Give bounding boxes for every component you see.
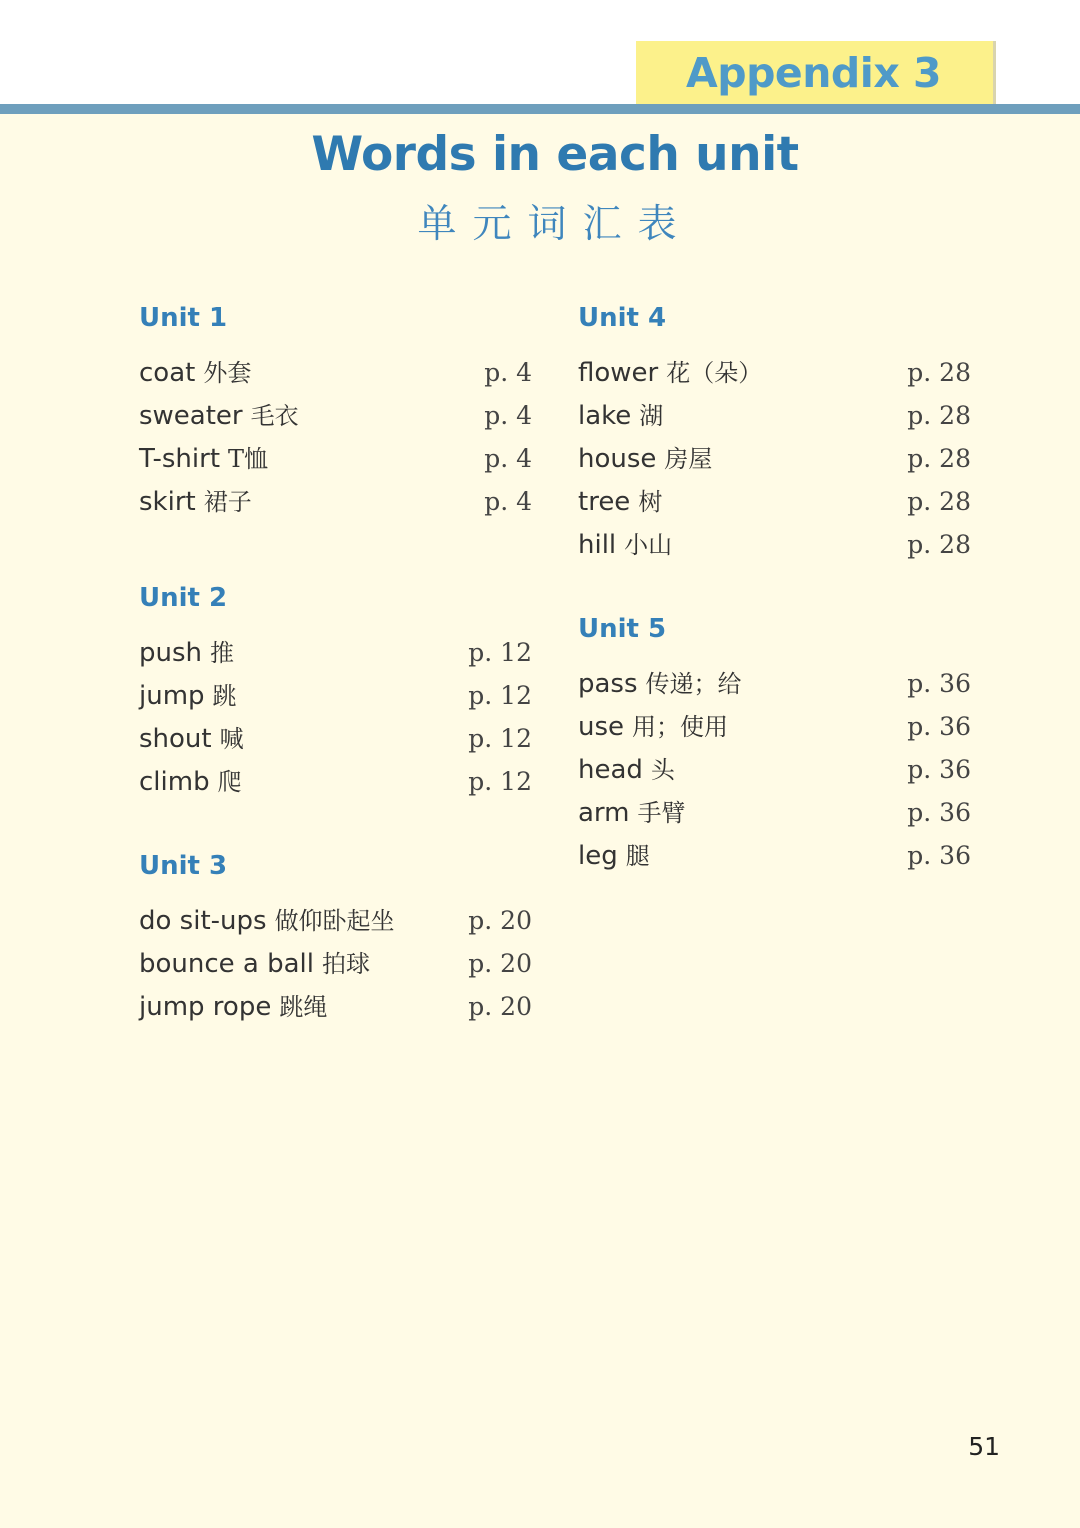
page-ref: p. 12	[468, 724, 532, 753]
word-zh: 毛衣	[250, 402, 299, 430]
vocab-row	[578, 484, 971, 520]
word-en: T-shirt T恤	[139, 444, 269, 474]
word-en: pass 传递；给	[578, 669, 742, 699]
page-ref: p. 4	[484, 444, 532, 473]
word-en: flower 花（朵）	[578, 358, 763, 388]
page-ref: p. 12	[468, 681, 532, 710]
unit-3-heading: Unit 3	[139, 851, 228, 881]
word-zh: 花（朵）	[666, 359, 763, 387]
vocab-row	[578, 709, 971, 745]
word-en: coat 外套	[139, 358, 252, 388]
word-en: sweater 毛衣	[139, 401, 299, 431]
vocab-row	[139, 903, 532, 939]
word-zh: T恤	[228, 445, 269, 473]
page-title: Words in each unit	[311, 127, 799, 182]
page-ref: p. 28	[907, 358, 971, 387]
page-ref: p. 28	[907, 530, 971, 559]
word-en: jump rope 跳绳	[139, 992, 328, 1022]
word-en: push 推	[139, 638, 235, 668]
page-ref: p. 20	[468, 906, 532, 935]
page-ref: p. 12	[468, 767, 532, 796]
vocab-row	[139, 484, 532, 520]
word-zh: 传递；给	[645, 670, 742, 698]
word-en: jump 跳	[139, 681, 237, 711]
vocab-row	[578, 795, 971, 831]
word-en: house 房屋	[578, 444, 713, 474]
page-ref: p. 36	[907, 712, 971, 741]
word-zh: 腿	[625, 842, 650, 870]
word-zh: 外套	[203, 359, 252, 387]
word-zh: 跳	[212, 682, 237, 710]
word-en: head 头	[578, 755, 675, 785]
page-ref: p. 28	[907, 444, 971, 473]
vocab-row	[139, 946, 532, 982]
page-ref: p. 28	[907, 487, 971, 516]
word-zh: 小山	[624, 531, 673, 559]
page-ref: p. 36	[907, 669, 971, 698]
page-subtitle: 单元词汇表	[417, 202, 693, 247]
word-zh: 喊	[219, 725, 244, 753]
word-en: do sit-ups 做仰卧起坐	[139, 906, 395, 936]
page-ref: p. 20	[468, 949, 532, 978]
word-en: shout 喊	[139, 724, 244, 754]
vocab-row	[139, 764, 532, 800]
vocab-row	[139, 441, 532, 477]
vocab-row	[139, 398, 532, 434]
page-ref: p. 28	[907, 401, 971, 430]
word-zh: 拍球	[322, 950, 371, 978]
word-en: hill 小山	[578, 530, 673, 560]
vocab-row	[139, 721, 532, 757]
word-zh: 爬	[217, 768, 242, 796]
page-ref: p. 36	[907, 755, 971, 784]
word-zh: 手臂	[637, 799, 686, 827]
vocab-row	[139, 355, 532, 391]
word-zh: 树	[638, 488, 663, 516]
page-ref: p. 4	[484, 401, 532, 430]
word-zh: 湖	[639, 402, 664, 430]
word-en: skirt 裙子	[139, 487, 252, 517]
word-en: lake 湖	[578, 401, 664, 431]
word-zh: 裙子	[203, 488, 252, 516]
page-ref: p. 36	[907, 798, 971, 827]
word-en: arm 手臂	[578, 798, 686, 828]
unit-5-heading: Unit 5	[578, 614, 667, 644]
word-zh: 推	[210, 639, 235, 667]
word-en: tree 树	[578, 487, 663, 517]
vocab-row	[578, 752, 971, 788]
vocab-row	[139, 635, 532, 671]
word-en: leg 腿	[578, 841, 650, 871]
word-en: use 用；使用	[578, 712, 729, 742]
page-number: 51	[968, 1432, 1000, 1461]
page-ref: p. 12	[468, 638, 532, 667]
vocab-row	[139, 989, 532, 1025]
word-zh: 跳绳	[279, 993, 328, 1021]
word-zh: 头	[650, 756, 675, 784]
vocab-row	[578, 838, 971, 874]
page-ref: p. 36	[907, 841, 971, 870]
vocab-row	[578, 666, 971, 702]
unit-1-heading: Unit 1	[139, 303, 228, 333]
header-band	[0, 104, 1080, 114]
unit-4-heading: Unit 4	[578, 303, 667, 333]
page-ref: p. 20	[468, 992, 532, 1021]
vocab-row	[578, 527, 971, 563]
vocab-row	[578, 398, 971, 434]
vocab-row	[578, 355, 971, 391]
word-zh: 房屋	[664, 445, 713, 473]
word-en: bounce a ball 拍球	[139, 949, 371, 979]
unit-2-heading: Unit 2	[139, 583, 228, 613]
page-ref: p. 4	[484, 358, 532, 387]
word-en: climb 爬	[139, 767, 242, 797]
appendix-label: Appendix 3	[686, 49, 942, 97]
word-zh: 做仰卧起坐	[274, 907, 395, 935]
vocab-row	[578, 441, 971, 477]
word-zh: 用；使用	[632, 713, 729, 741]
vocab-row	[139, 678, 532, 714]
page-ref: p. 4	[484, 487, 532, 516]
